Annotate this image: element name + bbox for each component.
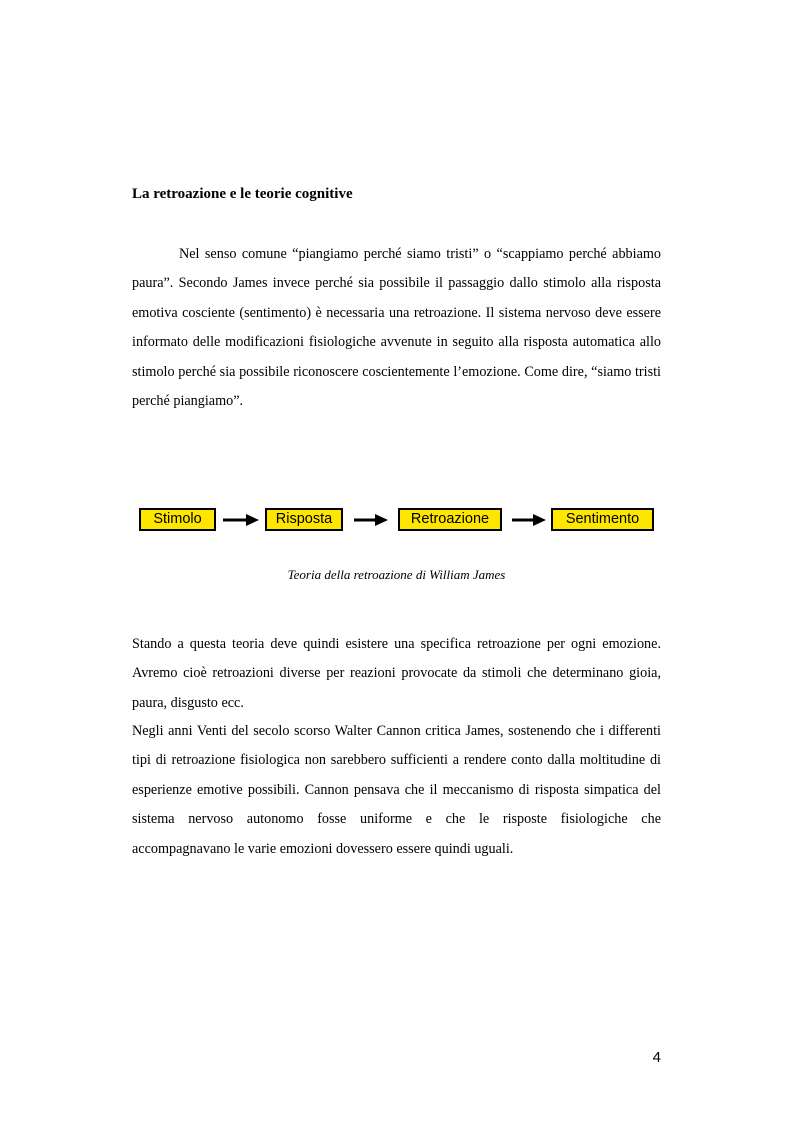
paragraph-intro: Nel senso comune “piangiamo perché siamo tristi” o “scappiamo perché abbiamo paura”. Secondo James invece perché sia possibile il passaggio dallo stimolo alla risposta emotiva cosciente (sentimento) è necessaria una retroazione. Il sistema nervoso deve essere informato delle modificazioni fisiologiche avvenute in seguito alla risposta automatica allo stimolo perché sia possibile riconoscere coscientemente l’emozione. Come dire, “siamo tristi perché piangiamo”. bbox=[132, 246, 661, 410]
diagram-caption: Teoria della retroazione di William James bbox=[287, 567, 506, 582]
diagram-box-retroazione: Retroazione bbox=[398, 508, 502, 531]
diagram-box-risposta: Risposta bbox=[265, 508, 343, 531]
arrow-right-icon bbox=[222, 513, 260, 527]
diagram-box-stimolo: Stimolo bbox=[139, 508, 216, 531]
paragraph-theory: Stando a questa teoria deve quindi esistere una specifica retroazione per ogni emozione. Avremo cioè retroazioni diverse per reazioni provocate da stimoli che determinano gioia, paura, disgusto ecc. bbox=[132, 636, 661, 711]
diagram-box-sentimento: Sentimento bbox=[551, 508, 654, 531]
section-heading: La retroazione e le teorie cognitive bbox=[132, 186, 353, 202]
paragraph-cannon: Negli anni Venti del secolo scorso Walter Cannon critica James, sostenendo che i differenti tipi di retroazione fisiologica non sarebbero sufficienti a rendere conto dalla moltitudine di esperienze emotive possibili. Cannon pensava che il meccanismo di risposta simpatica del sistema nervoso autonomo fosse uniforme e che le risposte fisiologiche che accompagnavano le varie emozioni dovessero essere quindi uguali. bbox=[132, 723, 661, 857]
page-number: 4 bbox=[652, 1049, 661, 1066]
arrow-right-icon bbox=[353, 513, 389, 527]
arrow-right-icon bbox=[511, 513, 547, 527]
